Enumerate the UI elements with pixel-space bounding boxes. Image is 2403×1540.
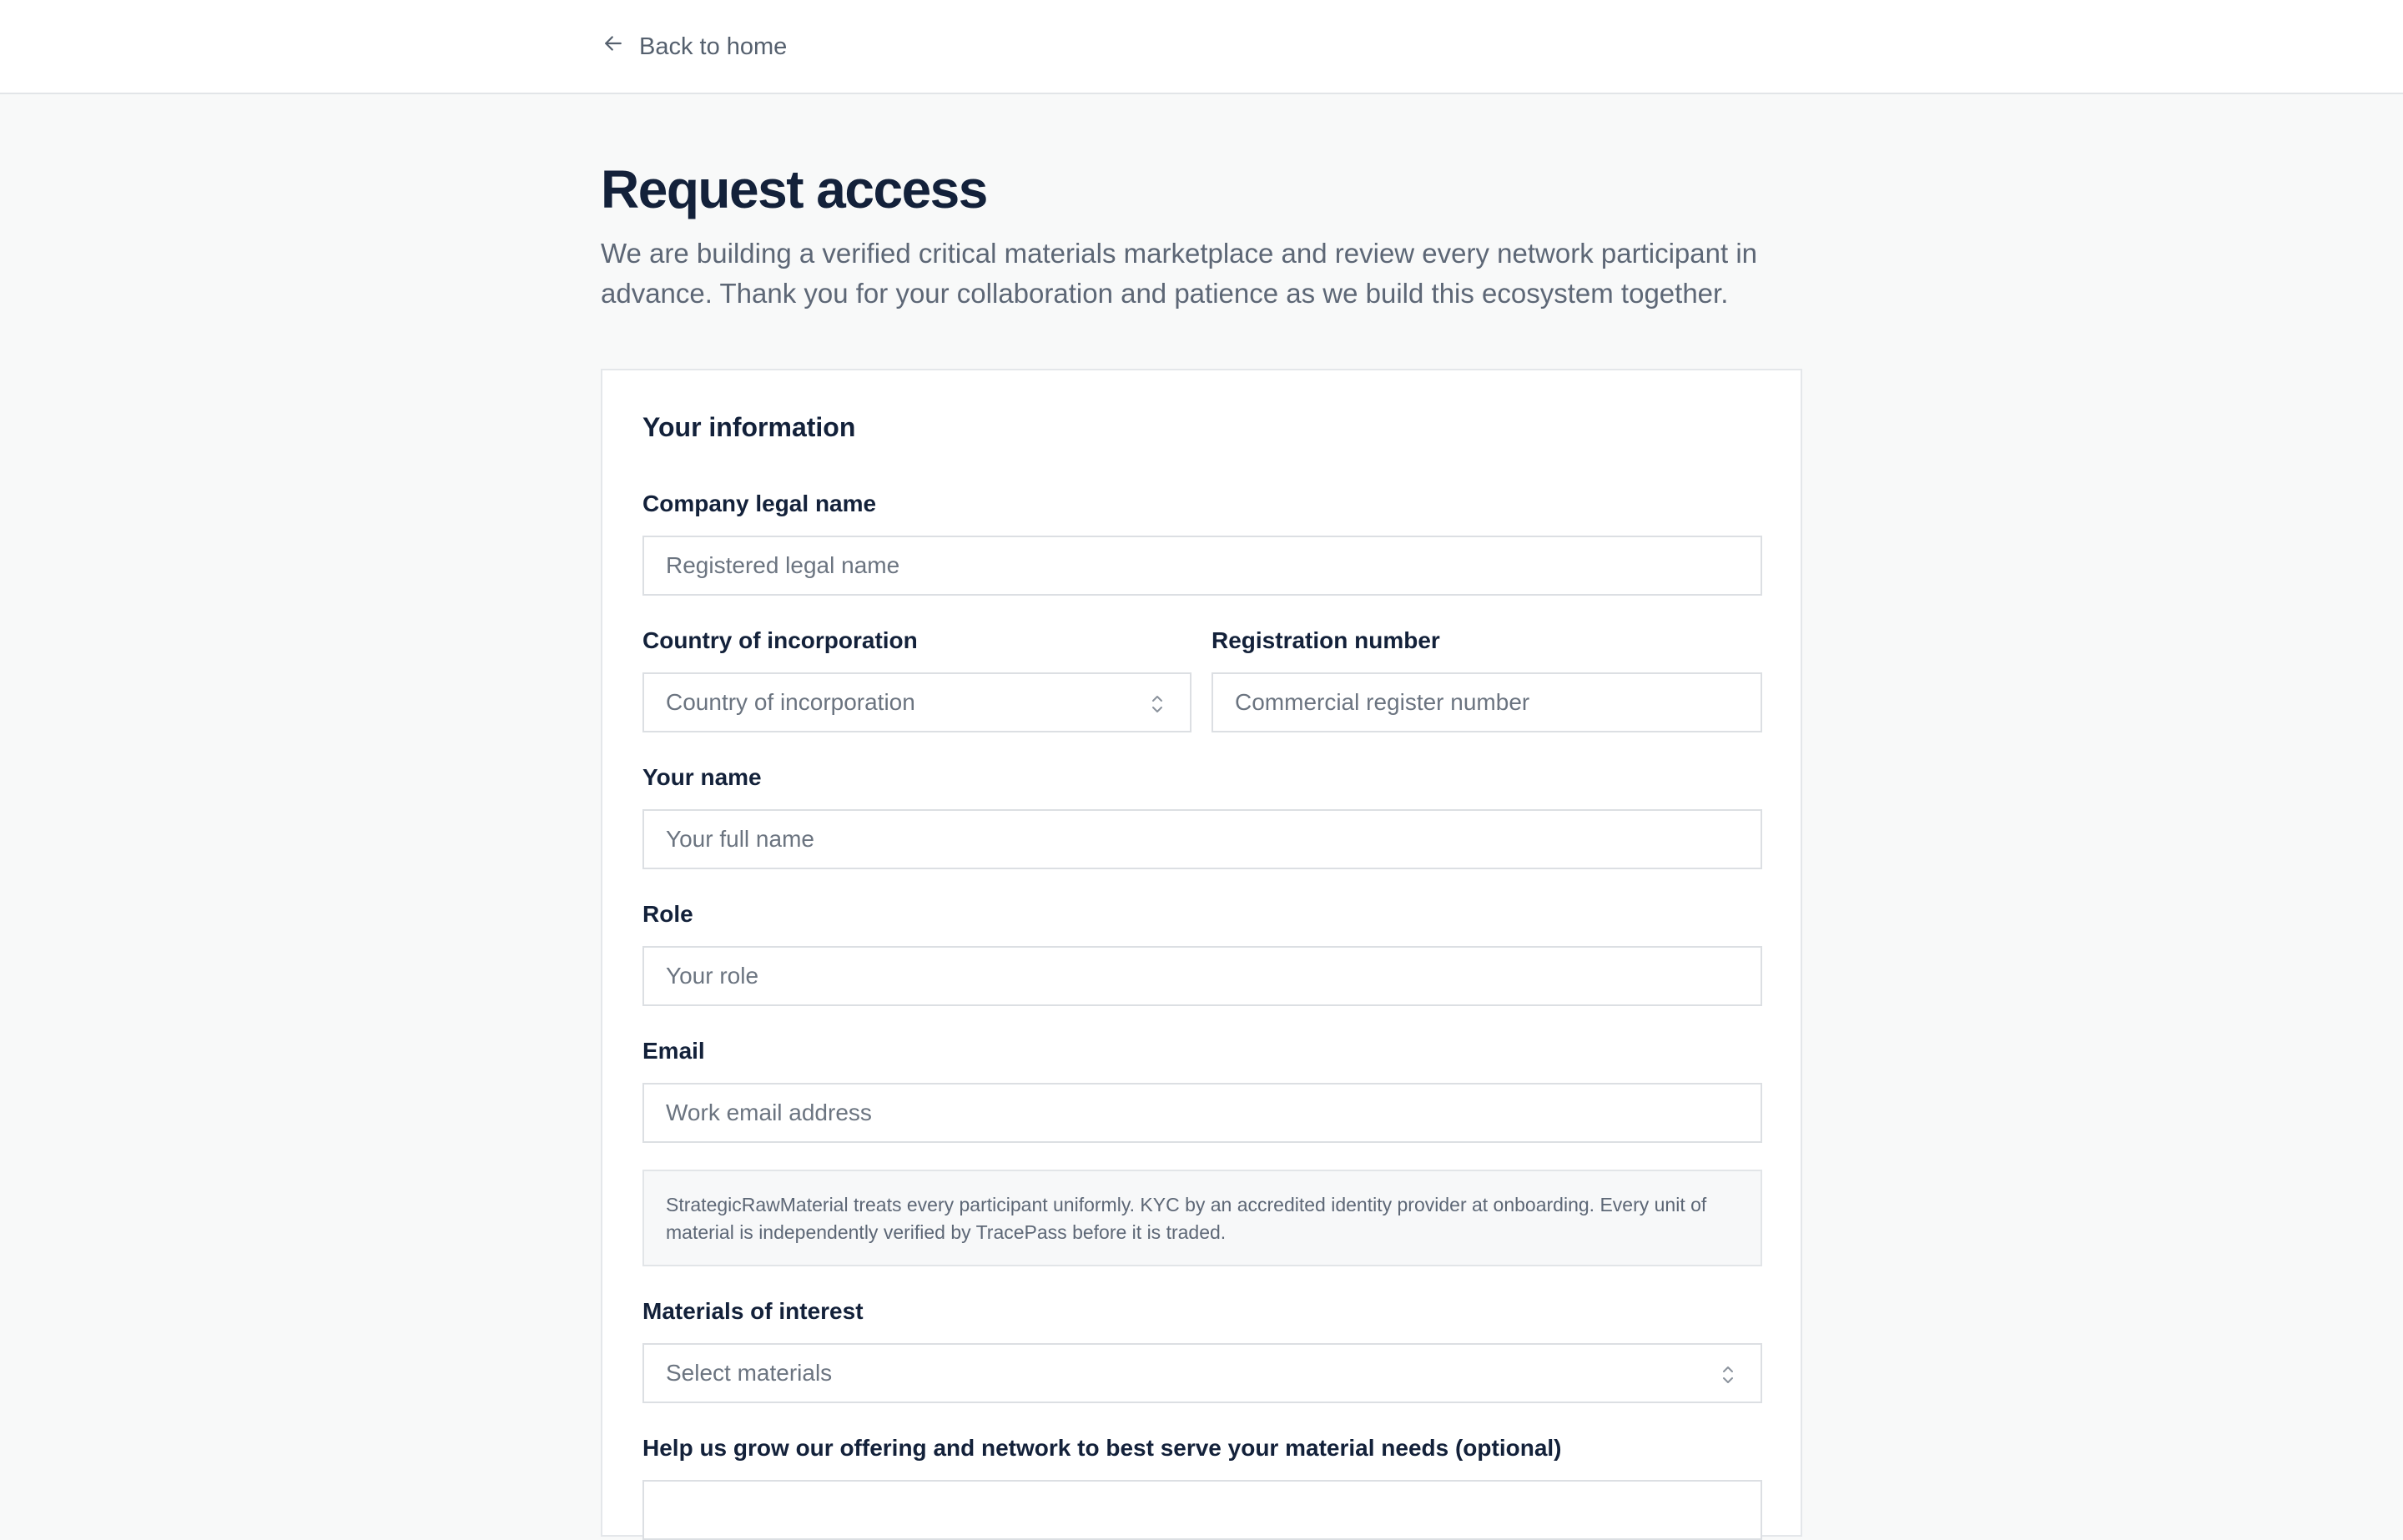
request-access-form-card — [601, 369, 1802, 1537]
page-title: Request access — [601, 159, 987, 219]
back-link-label: Back to home — [639, 33, 788, 60]
role-label: Role — [642, 901, 693, 927]
top-bar — [0, 0, 2403, 94]
arrow-left-icon — [601, 31, 626, 63]
chevron-up-down-icon — [1719, 1363, 1737, 1387]
role-input[interactable] — [642, 946, 1762, 1006]
country-label: Country of incorporation — [642, 627, 918, 653]
back-to-home-link[interactable] — [601, 30, 787, 63]
email-label: Email — [642, 1038, 705, 1064]
your-name-label: Your name — [642, 764, 762, 790]
registration-number-label: Registration number — [1212, 627, 1440, 653]
registration-number-input[interactable] — [1212, 672, 1762, 732]
network-needs-label: Help us grow our offering and network to best serve your material needs (optional) — [642, 1435, 1562, 1461]
section-title: Your information — [642, 412, 856, 442]
country-select[interactable] — [642, 672, 1191, 732]
materials-select-value: Select materials — [666, 1360, 833, 1386]
materials-label: Materials of interest — [642, 1298, 864, 1324]
company-name-label: Company legal name — [642, 491, 877, 516]
email-input[interactable] — [642, 1083, 1762, 1143]
kyc-notice: StrategicRawMaterial treats every participant uniformly. KYC by an accredited identity provider at onboarding. Every unit of material is independently verified by TracePass before it is traded. — [642, 1170, 1762, 1266]
page-intro: We are building a verified critical materials marketplace and review every network participant in advance. Thank you for your collaboration and patience as we build this ecosystem together. — [601, 238, 1757, 309]
company-name-input[interactable] — [642, 536, 1762, 596]
chevron-up-down-icon — [1148, 692, 1166, 716]
network-needs-input[interactable] — [642, 1480, 1762, 1540]
your-name-input[interactable] — [642, 809, 1762, 869]
country-select-value: Country of incorporation — [666, 689, 915, 715]
materials-select[interactable] — [642, 1343, 1762, 1403]
